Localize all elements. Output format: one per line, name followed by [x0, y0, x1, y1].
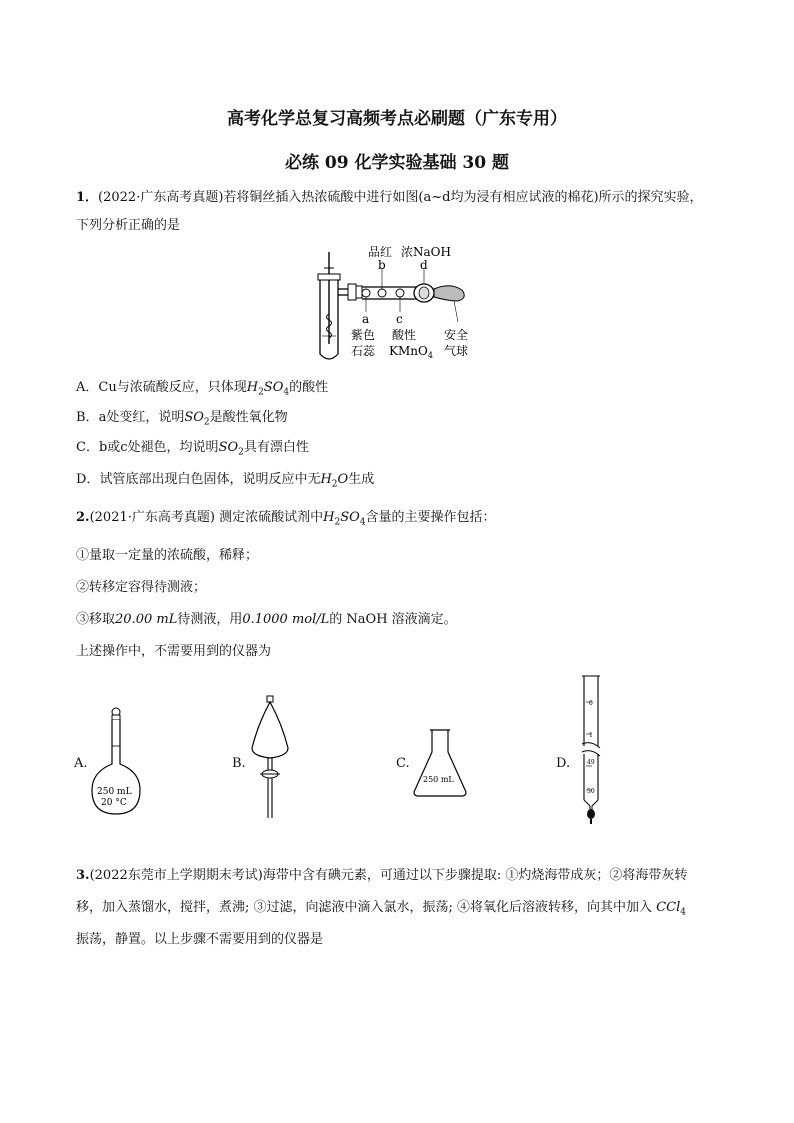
page-subtitle: 必练 09 化学实验基础 30 题 — [285, 153, 509, 173]
question-3-line2 — [76, 898, 686, 923]
subscript: 2 — [331, 479, 338, 490]
formula: SO — [263, 380, 284, 395]
label-naoh: 浓NaOH — [401, 245, 451, 259]
step-text: ③移取 — [76, 612, 116, 627]
question-stem: 含量的主要操作包括： — [365, 510, 496, 525]
question-source: (2022东莞市上学期期末考试) — [89, 868, 263, 883]
erlenmeyer-flask-icon[interactable] — [410, 728, 470, 798]
question-3-line1 — [76, 866, 687, 886]
flask-label-temp: 20 °C — [101, 798, 127, 808]
formula: CCl — [656, 900, 681, 915]
subscript: 4 — [283, 387, 290, 398]
subscript: 2 — [258, 387, 264, 398]
option-d[interactable] — [76, 470, 374, 495]
step-text: 的 NaOH 溶液滴定。 — [329, 612, 457, 627]
page-title: 高考化学总复习高频考点必刷题（广东专用） — [227, 109, 567, 129]
formula: O — [337, 472, 349, 487]
q2-option-a-key[interactable]: A. — [74, 756, 88, 771]
burette-tick-49: 49 — [587, 759, 595, 766]
option-text: a处变红，说明 — [98, 410, 185, 425]
option-key: C． — [76, 440, 99, 455]
option-text: 具有漂白性 — [243, 440, 309, 455]
q2-option-c-key[interactable]: C. — [396, 756, 410, 771]
erlenmeyer-label: 250 mL — [423, 775, 454, 784]
label-purple: 紫色 — [351, 328, 376, 342]
label-kmno4: KMnO$_4$ — [389, 344, 433, 360]
letter-d: d — [420, 258, 428, 272]
question-stem: 移，加入蒸馏水，搅拌，煮沸; ③过滤，向滤液中滴入氯水，振荡; ④将氧化后溶液转移，向其中加入 — [76, 900, 657, 915]
subscript: 4 — [359, 517, 366, 528]
cotton-c — [396, 289, 404, 297]
label-balloon: 气球 — [444, 344, 469, 358]
formula: 20.00 mL — [115, 612, 178, 627]
label-safety: 安全 — [444, 328, 469, 342]
formula: SO — [340, 510, 360, 525]
option-text: 的酸性 — [289, 380, 329, 395]
label-litmus: 石蕊 — [351, 344, 376, 358]
q2-step-2: ②转移定容得待测液； — [76, 580, 207, 595]
formula: SO — [184, 410, 204, 425]
formula: H — [323, 510, 335, 525]
question-number: 1． — [76, 190, 99, 205]
burette-tick-1: 1 — [589, 732, 593, 739]
separatory-funnel-icon[interactable] — [248, 694, 292, 824]
question-2-stem — [76, 508, 496, 533]
option-text: 试管底部出现白色固体，说明反应中无 — [99, 472, 321, 487]
formula: SO — [218, 440, 239, 455]
volumetric-flask-icon[interactable] — [88, 706, 144, 818]
q1-apparatus-figure — [300, 244, 500, 366]
option-key: B． — [76, 410, 99, 425]
question-3-line3: 振荡，静置。以上步骤不需要用到的仪器是 — [76, 932, 324, 947]
option-c[interactable] — [76, 438, 309, 463]
q2-question: 上述操作中，不需要用到的仪器为 — [76, 644, 272, 659]
stopper — [318, 274, 340, 280]
subscript: 4 — [680, 907, 686, 918]
cotton-a — [362, 289, 370, 297]
subscript: 2 — [203, 417, 210, 428]
option-text: 生成 — [348, 472, 375, 487]
option-text: Cu与浓硫酸反应，只体现 — [98, 380, 247, 395]
letter-c: c — [396, 312, 403, 326]
burette-icon[interactable] — [570, 674, 614, 824]
safety-balloon — [434, 286, 464, 301]
question-number: 2. — [76, 510, 90, 525]
formula: H — [246, 380, 259, 395]
letter-b: b — [378, 258, 386, 272]
burette-tick-0: 0 — [589, 700, 593, 707]
question-source: (2021·广东高考真题) — [89, 510, 215, 525]
option-b[interactable] — [76, 408, 288, 433]
option-key: D． — [76, 472, 100, 487]
cotton-b — [378, 289, 386, 297]
formula: 0.1000 mol/L — [242, 612, 330, 627]
label-pinhong: 品红 — [368, 245, 393, 259]
flask-label-volume: 250 mL — [97, 787, 132, 797]
option-text: 是酸性氧化物 — [209, 410, 288, 425]
formula: H — [320, 472, 332, 487]
question-number: 3. — [76, 868, 90, 883]
q2-option-b-key[interactable]: B. — [232, 756, 246, 771]
label-acidic: 酸性 — [392, 328, 417, 342]
option-key: A． — [76, 380, 99, 395]
subscript: 2 — [334, 517, 341, 528]
question-stem: 测定浓硫酸试剂中 — [219, 510, 324, 525]
letter-a: a — [362, 312, 370, 326]
option-a[interactable] — [76, 378, 328, 403]
q2-step-1: ①量取一定量的浓硫酸，稀释； — [76, 548, 259, 563]
step-text: 待测液，用 — [177, 612, 243, 627]
question-1-line2: 下列分析正确的是 — [76, 218, 181, 233]
q2-option-d-key[interactable]: D. — [556, 756, 571, 771]
subscript: 2 — [238, 447, 244, 458]
burette-tick-50: 50 — [587, 788, 595, 795]
question-1-line1 — [76, 188, 703, 208]
question-stem: 海带中含有碘元素，可通过以下步骤提取: ①灼烧海带成灰；②将海带灰转 — [262, 868, 688, 883]
question-stem: 若将铜丝插入热浓硫酸中进行如图(a~d均为浸有相应试液的棉花)所示的探究实验， — [223, 190, 703, 205]
q2-step-3 — [76, 610, 457, 630]
question-source: (2022·广东高考真题) — [98, 190, 224, 205]
option-text: b或c处褪色，均说明 — [98, 440, 219, 455]
